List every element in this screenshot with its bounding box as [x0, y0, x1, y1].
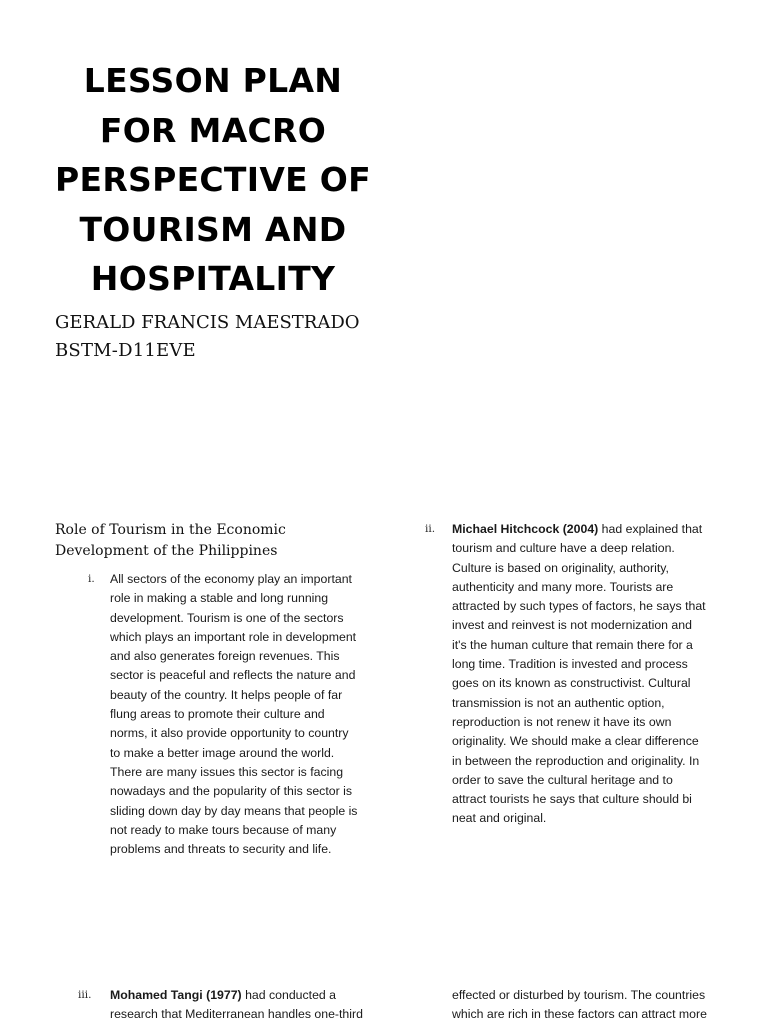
list-item [88, 570, 380, 859]
list-item-text-line: long time. Tradition is invested and process [452, 657, 688, 672]
list-item-text-line: problems and threats to security and life. [110, 842, 332, 857]
list-item-text-line: order to save the cultural heritage and to [452, 772, 673, 787]
list-item-text-line: neat and original. [452, 811, 547, 826]
list-item-text-line: Culture is based on originality, authority, [452, 560, 669, 575]
list-item-first-line [110, 986, 380, 1005]
title-line: LESSON PLAN [83, 61, 343, 100]
section-heading [55, 520, 355, 562]
list-item-text: had conducted a [241, 988, 337, 1002]
author-block [55, 309, 360, 365]
list-item-text-line: transmission is not an authentic option, [452, 695, 665, 710]
list-item-text-line: attracted by such types of factors, he says that [452, 599, 706, 614]
title-line: FOR MACRO [99, 110, 327, 150]
title-line: TOURISM AND [79, 209, 347, 249]
list-item-number: ii. [425, 523, 436, 535]
list-item-text-line: norms, it also provide opportunity to country [110, 726, 349, 741]
list-item-text-line: flung areas to promote their culture and [110, 707, 325, 722]
list-item [78, 986, 380, 1025]
author-name: GERALD FRANCIS MAESTRADO [55, 312, 360, 333]
list-item-text-line: and also generates foreign revenues. This [110, 649, 340, 664]
title-line: HOSPITALITY [90, 259, 336, 298]
list-item-text-line: tourism and culture have a deep relation. [452, 541, 675, 556]
list-item-text-line: authenticity and many more. Tourists are [452, 579, 674, 594]
list-item-number: i. [88, 573, 95, 585]
list-item-text-line: attract tourists he says that culture should bi [452, 792, 692, 807]
list-item-text-line: There are many issues this sector is facing [110, 764, 344, 779]
document-title [40, 56, 386, 304]
citation-reference: Michael Hitchcock (2004) [452, 522, 599, 536]
list-item-text-line: reproduction is not renew it have its own [452, 714, 672, 729]
list-item-number: iii. [78, 989, 92, 1001]
list-item-text-line: which are rich in these factors can attract more [452, 1007, 707, 1022]
list-item-text-line: sliding down day by day means that people is [110, 803, 358, 818]
list-item-text-line: beauty of the country. It helps people of far [110, 687, 343, 702]
list-item-text-line: invest and reinvest is not modernization and [452, 618, 692, 633]
list-item-text-line: sector is peaceful and reflects the nature and [110, 668, 356, 683]
list-item-text: had explained that [598, 522, 703, 536]
list-item-text-line: originality. We should make a clear difference [452, 734, 699, 749]
list-item-text-line: nowadays and the popularity of this sector is [110, 784, 352, 799]
section-heading-line: Role of Tourism in the Economic [55, 522, 286, 538]
list-item-text-line: effected or disturbed by tourism. The countries [452, 988, 706, 1002]
list-item-continuation [452, 986, 722, 1025]
list-item-text-line: in between the reproduction and originality. In [452, 753, 700, 768]
title-line: PERSPECTIVE OF [54, 160, 371, 199]
list-item-text-line: role in making a stable and long running [110, 591, 329, 606]
author-course: BSTM-D11EVE [55, 340, 196, 361]
section-heading-line: Development of the Philippines [55, 543, 278, 559]
list-item-first-line [452, 520, 722, 539]
citation-reference: Mohamed Tangi (1977) [110, 988, 242, 1002]
list-item-text-line: development. Tourism is one of the sectors [110, 610, 344, 625]
list-item-text-line: to make a better image around the world. [110, 745, 335, 760]
list-item-text-line: which plays an important role in development [110, 629, 357, 644]
list-item-text-line: All sectors of the economy play an important [110, 572, 352, 586]
list-item-text-line: it's the human culture that remain there for a [452, 637, 693, 652]
list-item-text-line: goes on its known as constructivist. Cultural [452, 676, 691, 691]
list-item [425, 520, 722, 829]
list-item-text-line: not ready to make tours because of many [110, 822, 337, 837]
list-item-text-line: research that Mediterranean handles one-third [110, 1007, 363, 1022]
